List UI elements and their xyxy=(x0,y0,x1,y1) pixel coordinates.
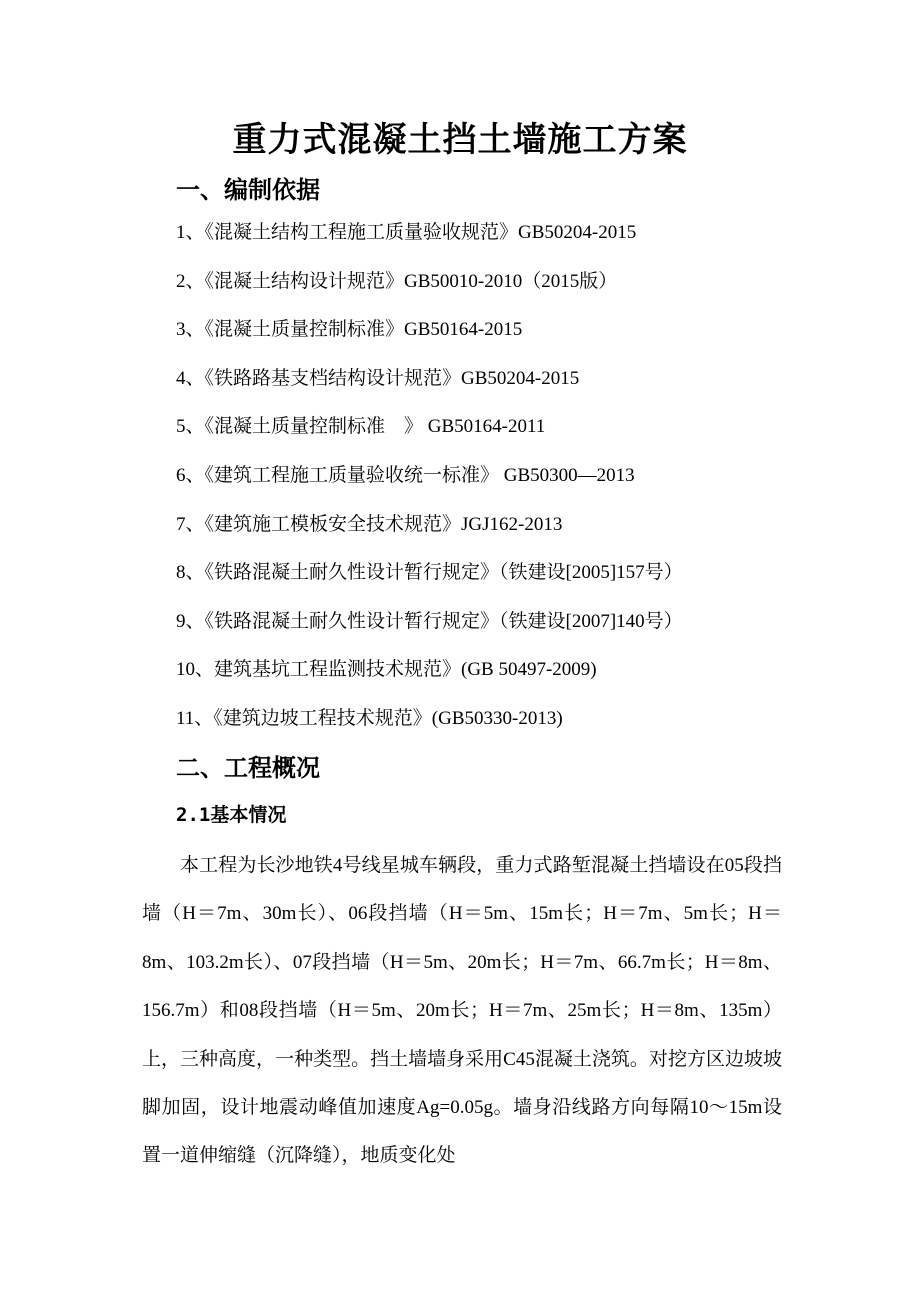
reference-item: 8、《铁路混凝土耐久性设计暂行规定》（铁建设[2005]157号） xyxy=(176,562,683,584)
reference-item: 1、《混凝土结构工程施工质量验收规范》GB50204-2015 xyxy=(176,222,637,243)
reference-item: 10、建筑基坑工程监测技术规范》(GB 50497-2009) xyxy=(176,659,597,681)
document-title: 重力式混凝土挡土墙施工方案 xyxy=(232,122,688,159)
subsection-heading-basic-info: 2.1基本情况 xyxy=(176,804,287,826)
reference-item: 2、《混凝土结构设计规范》GB50010-2010（2015版） xyxy=(176,270,618,292)
section-heading-overview: 二、工程概况 xyxy=(176,756,320,782)
reference-item: 4、《铁路路基支档结构设计规范》GB50204-2015 xyxy=(176,367,580,389)
reference-item: 3、《混凝土质量控制标准》GB50164-2015 xyxy=(176,319,523,341)
reference-item: 7、《建筑施工模板安全技术规范》JGJ162-2013 xyxy=(176,513,563,535)
reference-item: 5、《混凝土质量控制标准 》 GB50164-2011 xyxy=(176,416,546,438)
reference-item: 9、《铁路混凝土耐久性设计暂行规定》（铁建设[2007]140号） xyxy=(176,610,683,632)
overview-paragraph: 本工程为长沙地铁4号线星城车辆段，重力式路堑混凝土挡墙设在05段挡墙（H＝7m、30m长）、06段挡墙（H＝5m、15m长；H＝7m、5m长；H＝8m、103.2m长）、07段挡墙（H＝5m、20m长；H＝7m、66.7m长；H＝8m、156.7m）和08段挡墙（H＝5m、20m长；H＝7m、25m长；H＝8m、135m）上，三种高度，一种类型。挡土墙墙身采用C45混凝土浇筑。对挖方区边坡坡脚加固，设计地震动峰值加速度Ag=0.05g。墙身沿线路方向每隔10～15m设置一道伸缩缝（沉降缝），地质变化处 xyxy=(142,855,782,1167)
section-heading-basis: 一、编制依据 xyxy=(176,178,320,204)
reference-item: 11、《建筑边坡工程技术规范》(GB50330-2013) xyxy=(176,707,563,729)
reference-item: 6、《建筑工程施工质量验收统一标准》 GB50300—2013 xyxy=(176,464,635,486)
reference-list xyxy=(176,218,683,753)
